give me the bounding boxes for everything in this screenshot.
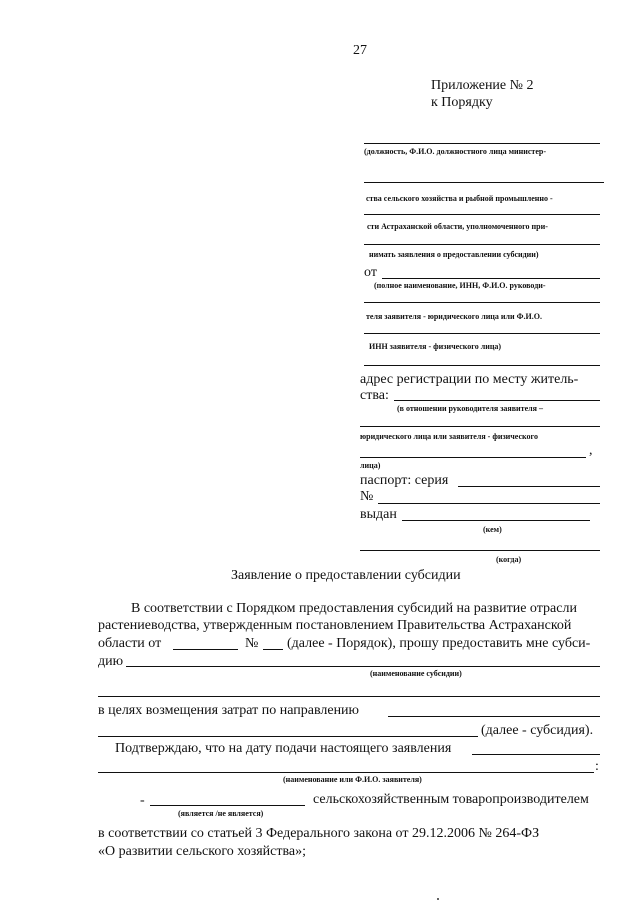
passport-number-line: [378, 503, 600, 504]
recipient-line-4: [364, 244, 600, 245]
passport-issued-line: [402, 520, 590, 521]
body-line-4: дию: [98, 654, 124, 669]
confirm-colon: :: [595, 759, 599, 774]
status-dash: -: [140, 793, 145, 808]
page-number: 27: [353, 43, 367, 58]
applicant-name-caption: (наименование или Ф.И.О. заявителя): [283, 775, 422, 784]
passport-number-label: №: [360, 489, 374, 504]
recipient-line-3: [364, 214, 600, 215]
scan-speck: [437, 898, 439, 900]
document-title: Заявление о предоставлении субсидии: [231, 568, 461, 583]
status-text: сельскохозяйственным товаропроизводителем: [313, 792, 589, 807]
body-line-3b: №: [245, 636, 259, 651]
status-line: [150, 805, 305, 806]
appendix-subtitle: к Порядку: [431, 95, 493, 110]
address-caption-3: лица): [360, 461, 381, 470]
confirm-line-2: [98, 772, 594, 773]
from-line-3: [364, 333, 600, 334]
passport-when-caption: (когда): [496, 555, 522, 564]
passport-series-label: паспорт: серия: [360, 473, 449, 488]
body-line-3c: (далее - Порядок), прошу предоставить мне субси-: [287, 636, 591, 651]
from-line-2: [364, 302, 600, 303]
body-line-3a: области от: [98, 636, 162, 651]
recipient-line-2: [364, 182, 604, 183]
body-direction-label: в целях возмещения затрат по направлению: [98, 703, 360, 718]
address-line-1: [394, 400, 600, 401]
recipient-caption-3: сти Астраханской области, уполномоченного при-: [367, 222, 548, 231]
body-confirm-text: Подтверждаю, что на дату подачи настоящего заявления: [115, 741, 452, 756]
address-caption-1: (в отношении руководителя заявителя –: [397, 404, 543, 413]
subsidy-name-caption: (наименование субсидии): [370, 669, 462, 678]
subsidy-name-line-2: [98, 696, 600, 697]
law-reference-line-1: в соответствии со статьей 3 Федерального закона от 29.12.2006 № 264-ФЗ: [98, 826, 540, 841]
number-blank-line: [263, 649, 283, 650]
address-line-2: [360, 426, 600, 427]
from-caption-3: ИНН заявителя - физического лица): [369, 342, 502, 351]
passport-series-line: [458, 486, 600, 487]
subsidy-name-line: [126, 666, 600, 667]
law-reference-line-2: «О развитии сельского хозяйства»;: [98, 844, 307, 859]
address-label-1: адрес регистрации по месту житель-: [360, 372, 579, 387]
passport-issued-label: выдан: [360, 507, 397, 522]
address-label-2: ства:: [360, 388, 389, 403]
date-blank-line: [173, 649, 238, 650]
passport-date-line: [360, 550, 600, 551]
recipient-caption-4: нимать заявления о предоставлении субсидии): [369, 250, 539, 259]
address-line-3: [360, 457, 586, 458]
address-comma: ,: [589, 443, 593, 458]
recipient-caption-2: ства сельского хозяйства и рыбной промышленно -: [366, 194, 553, 203]
direction-line-1: [388, 716, 600, 717]
from-line-1: [382, 278, 600, 279]
recipient-line-1: [364, 143, 600, 144]
status-caption: (является /не является): [178, 809, 264, 818]
from-label: от: [364, 265, 377, 280]
appendix-title: Приложение № 2: [431, 78, 534, 93]
passport-by-whom-caption: (кем): [483, 525, 502, 534]
confirm-line-1: [472, 754, 600, 755]
from-line-4: [364, 365, 600, 366]
from-caption-2: теля заявителя - юридического лица или Ф.И.О.: [366, 312, 542, 321]
direction-line-2: [98, 736, 478, 737]
from-caption-1: (полное наименование, ИНН, Ф.И.О. руководи-: [374, 281, 546, 290]
body-line-2: растениеводства, утвержденным постановлением Правительства Астраханской: [98, 618, 572, 633]
body-subsidy-note: (далее - субсидия).: [481, 723, 594, 738]
recipient-caption-1: (должность, Ф.И.О. должностного лица министер-: [364, 147, 547, 156]
body-line-1: В соответствии с Порядком предоставления субсидий на развитие отрасли: [131, 601, 577, 616]
address-caption-2: юридического лица или заявителя - физического: [360, 432, 538, 441]
